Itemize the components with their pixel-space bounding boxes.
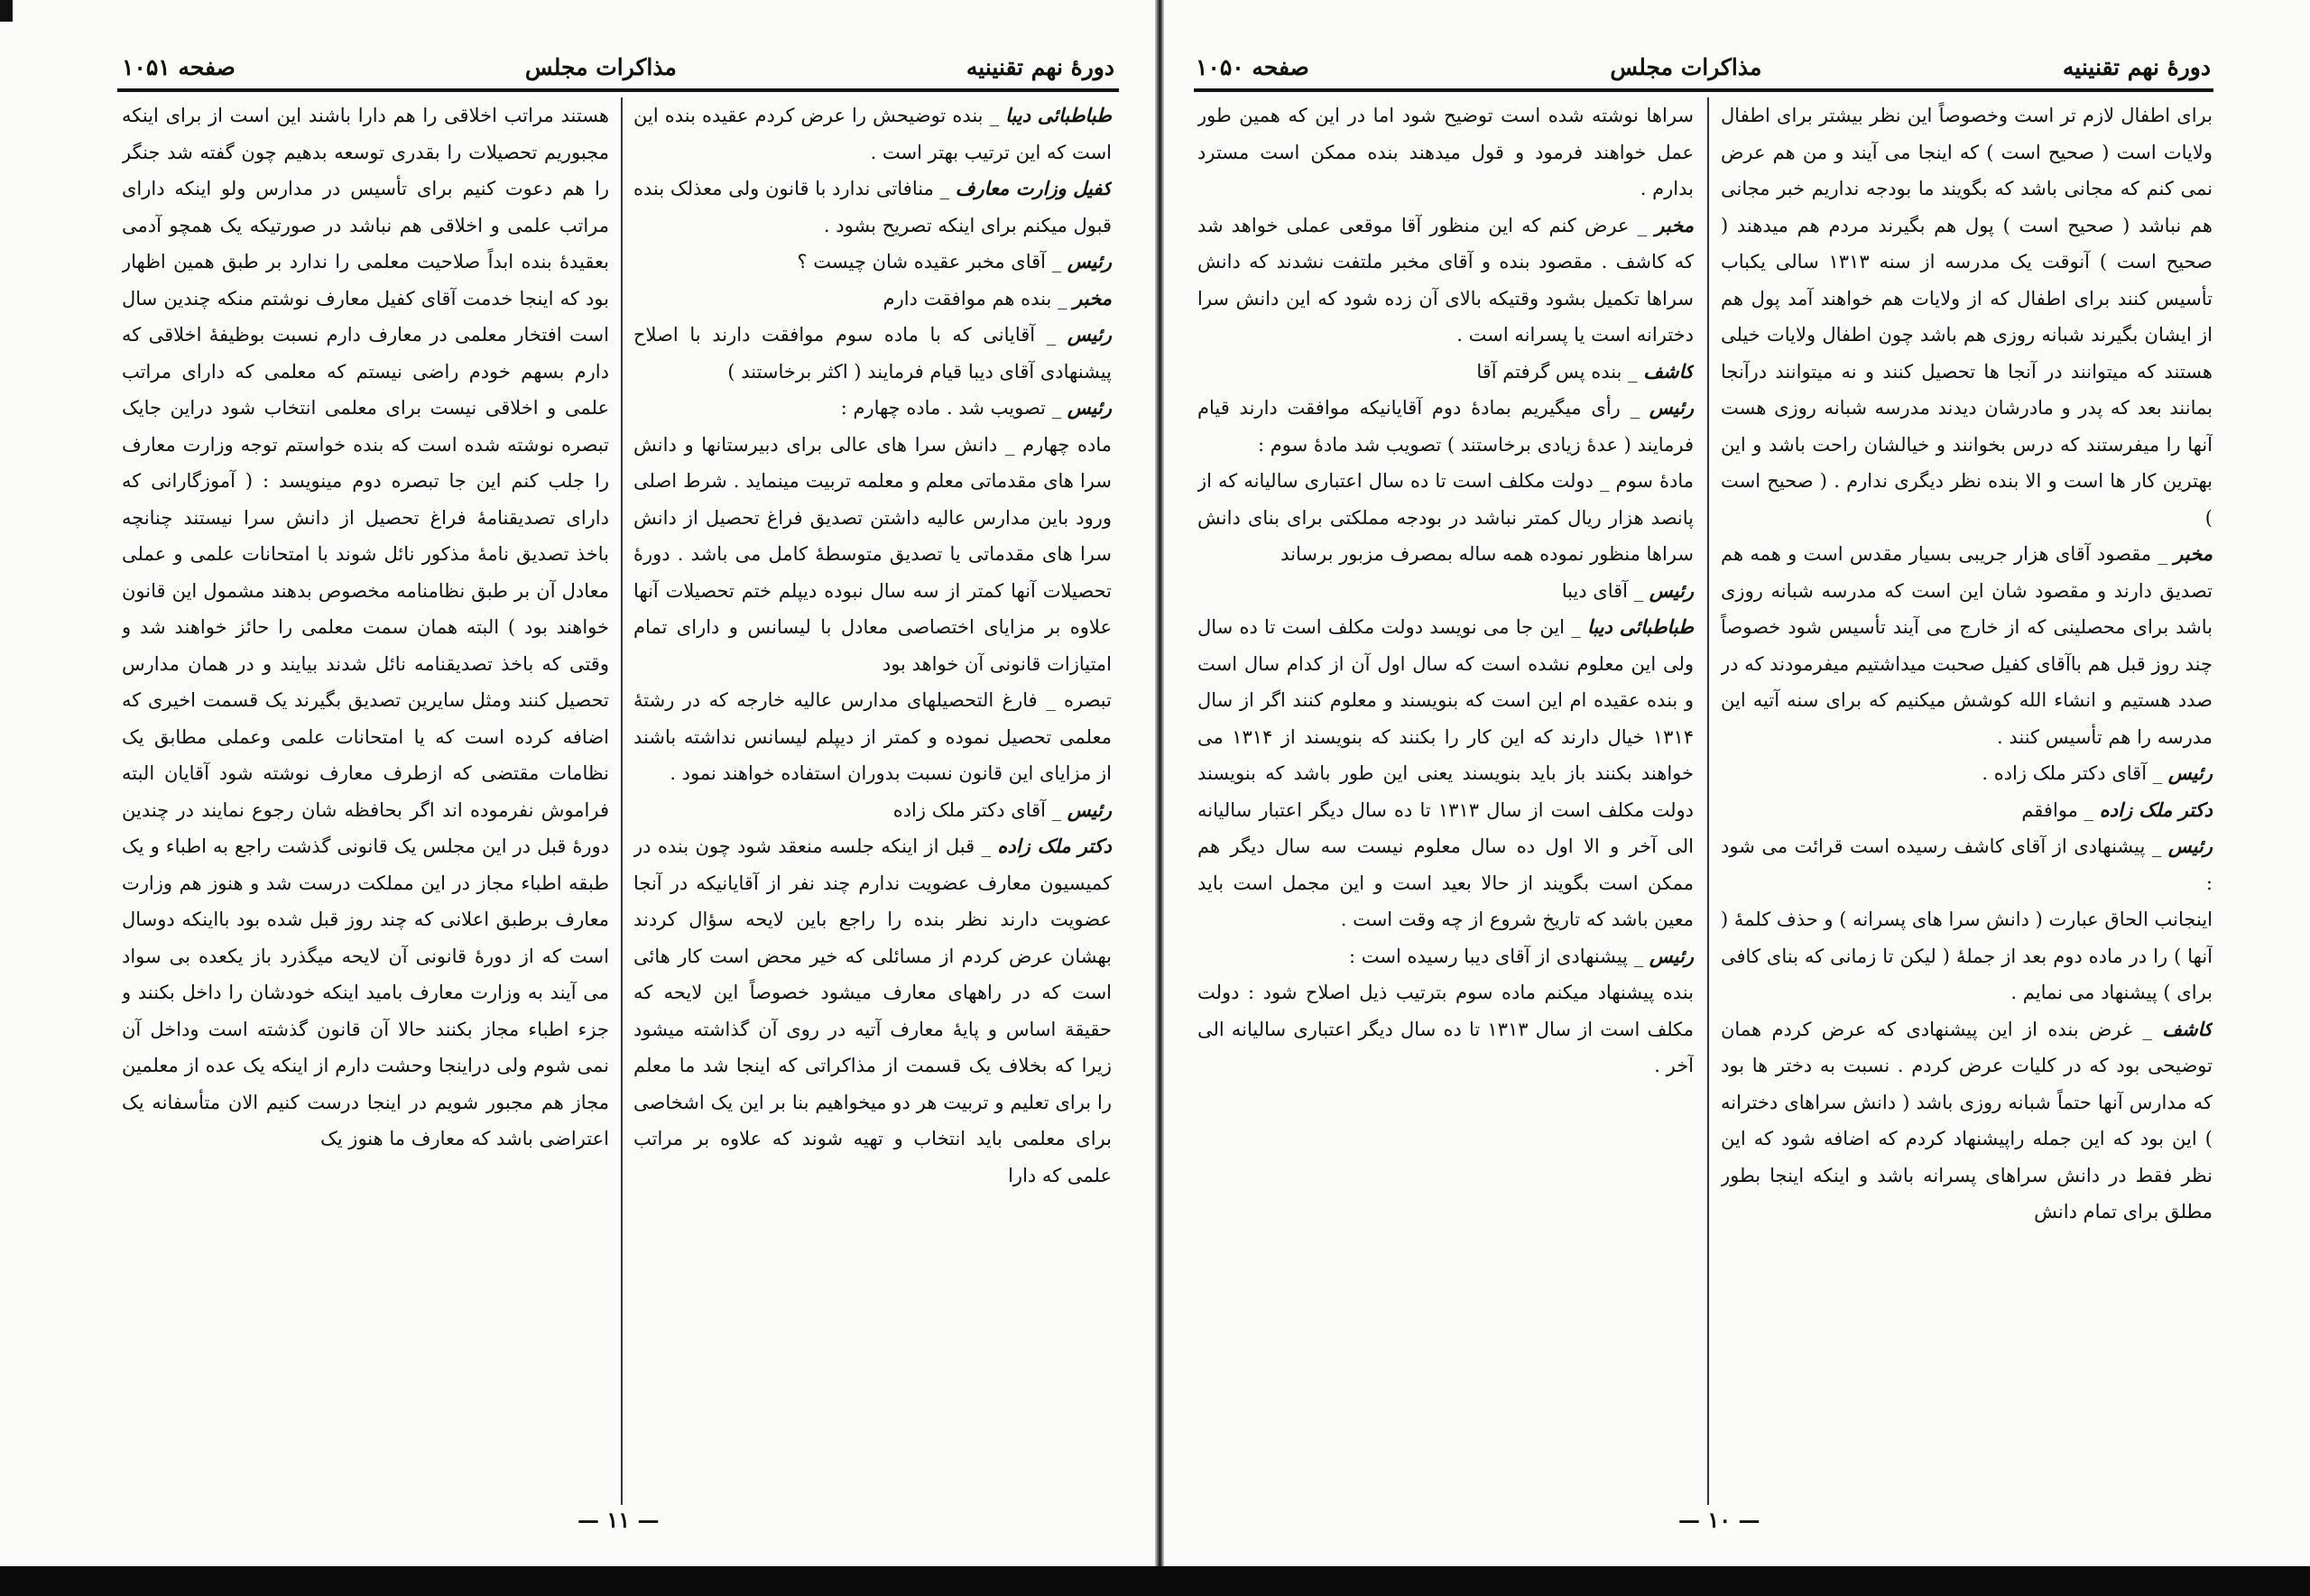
paragraph-text: _ پیشنهادی از آقای کاشف رسیده است قرائت می شود : — [1721, 835, 2213, 894]
speaker-name: کفیل وزارت معارف — [955, 177, 1112, 199]
running-title: مذاکرات مجلس — [524, 53, 677, 80]
paragraph-text: _ تصویب شد . ماده چهارم : — [840, 397, 1062, 419]
paragraph — [1721, 536, 2213, 755]
left-page-header — [122, 47, 1114, 87]
paragraph-text: _ بنده توضیحش را عرض کردم عقیده بنده این است که این ترتیب بهتر است . — [633, 105, 1112, 163]
folio-number: — ۱۰ — — [1678, 1507, 1760, 1533]
paragraph — [633, 97, 1112, 171]
paragraph — [1721, 792, 2213, 829]
right-page-left-column — [1197, 97, 1694, 1509]
header-rule — [1194, 88, 2213, 92]
page-edge-mark — [0, 0, 13, 22]
paragraph-text: _ پیشنهادی از آقای دیبا رسیده است : — [1349, 945, 1644, 967]
paragraph — [633, 171, 1112, 244]
paragraph-text: مادهٔ سوم _ دولت مکلف است تا ده سال اعتباری سالیانه که از پانصد هزار ریال کمتر نباشد در بودجه مملکتی برای بنای دانش سراها منظور نموده همه ساله بمصرف مزبور برساند — [1197, 470, 1694, 565]
running-title: مذاکرات مجلس — [1610, 53, 1762, 80]
paragraph-text: بنده پیشنهاد میکنم ماده سوم بترتیب ذیل اصلاح شود : دولت مکلف است از سال ۱۳۱۳ تا ده سال دیگر اعتباری سالیانه الی آخر . — [1197, 982, 1694, 1076]
paragraph — [122, 97, 609, 1158]
speaker-name: رئیس — [1067, 250, 1112, 272]
column-rule — [621, 97, 623, 1505]
speaker-name: کاشف — [1643, 359, 1694, 383]
paragraph — [633, 828, 1112, 1194]
paragraph — [633, 317, 1112, 390]
speaker-name: مخبر — [1073, 286, 1112, 309]
right-page — [1160, 0, 2310, 1596]
paragraph-text: _ منافاتی ندارد با قانون ولی معذلک بنده قبول میکنم برای اینکه تصریح بشود . — [633, 178, 1112, 236]
speaker-name: رئیس — [1649, 396, 1694, 419]
paragraph — [1197, 463, 1694, 573]
speaker-name: دکتر ملک زاده — [2099, 798, 2213, 821]
paragraph — [1721, 1011, 2213, 1231]
paragraph — [1721, 828, 2213, 901]
paragraph-text: _ آقای دکتر ملک زاده . — [1982, 762, 2163, 784]
paragraph-text: هستند مراتب اخلاقی را هم دارا باشند این است از برای اینکه مجبوریم تحصیلات را بقدری توسعه بدهیم چون گفته شد جنگر را هم دعوت کنیم برای تأسیس در مدارس ولو اینکه دارای مراتب علمی و اخلاقی هم نباشد در صورتیکه یک همچو آدمی بعقیدهٔ بنده ابداً صلاحیت معلمی را ندارد بر طبق همین اظهار بود که اینجا خدمت آقای کفیل معارف نوشتم منکه چندین سال است افتخار معلمی در معارف دارم نسبت بوظیفهٔ اخلاقی که دارم بسهم خودم راضی نیستم که معلمی که دارای مراتب علمی و اخلاقی نیست برای معلمی انتخاب شود دراین جایک تبصره نوشته شده است که بنده خواستم توجه وزارت معارف را جلب کنم این جا تبصره دوم مینویسد : ( آموزگارانی که دارای تصدیقنامهٔ فراغ تحصیل از دانش سرا نیستند چنانچه باخذ تصدیق نامهٔ مذکور نائل شوند با امتحانات علمی و عملی معادل آن بر طبق نظامنامه مخصوص بدهند مشمول این قانون خواهند بود ) البته همان سمت معلمی را حائز خواهند شد و وقتی که باخذ تصدیقنامه نائل شدند بیایند و در همان مدارس تحصیل کنند ومثل سایرین تصدیق بگیرند یک قسمت اخیری که اضافه کرده است که یا امتحانات علمی وعملی مطابق یک نظامات مقتضی که ازطرف معارف نوشته شود آقایان البته فراموش نفرموده اند اگر بحافظه شان رجوع نمایند در چندین دورهٔ قبل در این مجلس یک قانونی گذشت راجع به اطباء و یک طبقه اطباء مجاز در این مملکت درست شد و هنوز هم وزارت معارف برطبق اعلانی که چند روز قبل شده بود بااینکه دوسال است که از دورهٔ قانونی آن لایحه میگذرد باز یکعده بی سواد می آیند به وزارت معارف بامید اینکه خودشان را داخل بکنند و جزء اطباء مجاز بکنند حالا آن قانون گذشته است وداخل آن نمی شوم ولی دراینجا وحشت دارم از اینکه یک عده از معلمین مجاز هم مجبور شویم در اینجا درست کنیم الان متأسفانه یک اعتراضی باشد که معارف ما هنوز یک — [122, 105, 609, 1149]
paragraph-text: _ قبل از اینکه جلسه منعقد شود چون بنده در کمیسیون معارف عضویت ندارم چند نفر از آقایانیکه در آنجا عضویت دارند نظر بنده را راجع باین لایحه سؤال کردند بهشان عرض کردم از مسائلی که خیر محض است کار هائی است که در راههای معارف میشود خصوصاً این لایحه که حقیقة اساس و پایهٔ معارف آتیه در روی آن گذاشته میشود زیرا که بخلاف یک قسمت از مذاکراتی که اینجا شد ما معلم را برای تعلیم و تربیت هر دو میخواهیم بنا بر این یک اشخاصی برای معلمی باید انتخاب و تهیه شوند که علاوه بر مراتب علمی که دارا — [633, 835, 1112, 1186]
paragraph-text: _ مقصود آقای هزار جریبی بسیار مقدس است و همه هم تصدیق دارند و مقصود شان این است که مدرسه شبانه روزی باشد برای محصلینی که از خارج می آیند تأسیس شود خصوصاً چند روز قبل هم باآقای کفیل صحبت میداشتیم میفرمودند که در صدد هستیم و انشاء الله کوشش میکنیم که برای سنه آتیه این مدرسه را هم تأسیس کنند . — [1721, 543, 2213, 748]
page-number: صفحه ۱۰۵۰ — [1196, 53, 1309, 80]
header-rule — [117, 88, 1119, 92]
paragraph — [1197, 354, 1694, 391]
scan-shadow — [0, 1566, 2310, 1596]
paragraph-text: _ این جا می نویسد دولت مکلف است تا ده سال ولی این معلوم نشده است که سال اول آن از کدام سال است و بنده عقیده ام این است که بنویسند و معلوم کنند اگر از سال ۱۳۱۴ خیال دارند که این کار را بکنند که بنویسند از ۱۳۱۴ می خواهند بکنند باز باید بنویسند یعنی این طور باشد که بنویسند دولت مکلف است از سال ۱۳۱۳ تا ده سال دیگر اعتبار سالیانه الی آخر و الا اول ده سال معلوم نیست سه سال دیگر هم ممکن است بگویند از حالا بعید است و این مجمل است باید معین باشد که تاریخ شروع از چه وقت است . — [1197, 616, 1694, 930]
speaker-name: کاشف — [2162, 1017, 2213, 1040]
paragraph-text: _ غرض بنده از این پیشنهادی که عرض کردم همان توضیحی بود که در کلیات عرض کردم . نسبت به دختر ها بود که مدارس آنها حتماً شبانه روزی باشد ( دانش سراهای دخترانه ) این بود که این جمله راپیشنهاد کردم که اضافه شود که این نظر فقط در دانش سراهای پسرانه باشد و اینکه اینجا بطور مطلق برای تمام دانش — [1721, 1018, 2213, 1222]
paragraph — [633, 792, 1112, 829]
column-rule — [1707, 97, 1709, 1505]
paragraph — [1197, 390, 1694, 463]
left-page-right-column — [633, 97, 1112, 1509]
paragraph — [1197, 974, 1694, 1084]
speaker-name: دکتر ملک زاده — [997, 835, 1112, 857]
paragraph — [633, 390, 1112, 427]
paragraph — [1197, 208, 1694, 354]
speaker-name: مخبر — [2174, 542, 2213, 565]
paragraph-text: برای اطفال لازم تر است وخصوصاً این نظر بیشتر برای اطفال ولایات است ( صحیح است ) که اینجا می آیند و من هم عرض نمی کنم که مجانی باشد که بگویند ما بودجه نداریم خبر مجانی هم نباشد ( صحیح است ) پول هم بگیرند مردم هم میدهند ( صحیح است ) آنوقت یک مدرسه از سنه ۱۳۱۳ سالی یکباب تأسیس کنند برای اطفال که از ولایات هم خواهند آمد پول هم از ایشان بگیرند شبانه روزی هم باشد چون اطفال ولایات خیلی هستند که میتوانند در آنجا ها تحصیل کنند و نه میتوانند درآنجا بمانند بعد که پدر و مادرشان دیدند مدرسه شبانه روزی هست آنها را میفرستند که درس بخوانند و خیالشان راحت باشد و این بهترین کار ها است و الا بنده نظر دیگری ندارم . ( صحیح است ) — [1721, 105, 2213, 529]
speaker-name: طباطبائی دیبا — [1586, 615, 1694, 638]
folio-number: — ۱۱ — — [578, 1507, 660, 1533]
paragraph-text: _ عرض کنم که این منظور آقا موقعی عملی خواهد شد که کاشف . مقصود بنده و آقای مخبر ملتفت نشدند که دانش سراها تکمیل بشود وقتیکه بالای آن زده شود که این دانش سرا دخترانه است یا پسرانه است . — [1197, 214, 1694, 346]
speaker-name: رئیس — [1067, 798, 1112, 821]
paragraph — [1197, 97, 1694, 208]
left-page-left-column — [122, 97, 609, 1509]
paragraph — [633, 281, 1112, 318]
paragraph-text: سراها نوشته شده است توضیح شود اما در این که همین طور عمل خواهند فرمود و قول میدهند بنده ممکن است مسترد بدارم . — [1197, 105, 1694, 199]
paragraph-text: ماده چهارم _ دانش سرا های عالی برای دبیرستانها و دانش سرا های مقدماتی معلم و معلمه تربیت مینماید . شرط اصلی ورود باین مدارس عالیه داشتن تصدیق فراغ تحصیل از دانش سرا های مقدماتی یا تصدیق متوسطهٔ کامل می باشد . دورهٔ تحصیلات آنها کمتر از سه سال نبوده دیپلم ختم تحصیلات آنها علاوه بر مزایای اختصاصی معادل با لیسانس و دارای تمام امتیازات قانونی آن خواهد بود — [633, 433, 1112, 675]
speaker-name: رئیس — [1649, 578, 1694, 602]
paragraph-text: _ بنده هم موافقت دارم — [882, 287, 1067, 309]
paragraph — [1197, 938, 1694, 975]
speaker-name: رئیس — [1067, 323, 1112, 346]
speaker-name: رئیس — [2167, 761, 2213, 784]
paragraph — [633, 682, 1112, 792]
speaker-name: رئیس — [1067, 396, 1112, 419]
paragraph-text: _ بنده پس گرفتم آقا — [1476, 360, 1638, 383]
speaker-name: رئیس — [1649, 944, 1694, 967]
session-label: دورهٔ نهم تقنینیه — [2062, 53, 2211, 80]
speaker-name: رئیس — [2167, 835, 2213, 857]
paragraph-text: _ آقایانی که با ماده سوم موافقت دارند با اصلاح پیشنهادی آقای دیبا قیام فرمایند ( اکثر برخاستند ) — [633, 324, 1112, 383]
paragraph-text: _ موافقم — [2021, 798, 2094, 821]
speaker-name: طباطبائی دیبا — [1005, 104, 1112, 126]
paragraph — [633, 244, 1112, 281]
paragraph-text: اینجانب الحاق عبارت ( دانش سرا های پسرانه ) و حذف کلمهٔ ( آنها ) را در ماده دوم بعد از جملهٔ ( لیکن تا زمانی که بنای کافی برای ) پیشنهاد می نمایم . — [1721, 909, 2213, 1003]
paragraph-text: تبصره _ فارغ التحصیلهای مدارس عالیه خارجه که در رشتهٔ معلمی تحصیل نموده و کمتر از دیپلم لیسانس نداشته باشند از مزایای این قانون نسبت بدوران استفاده خواهند نمود . — [633, 689, 1112, 784]
book-spine — [1155, 0, 1164, 1596]
paragraph — [1721, 755, 2213, 792]
paragraph-text: _ آقای دیبا — [1561, 579, 1644, 602]
paragraph — [1721, 901, 2213, 1011]
paragraph — [1721, 97, 2213, 536]
right-page-header — [1196, 47, 2211, 87]
page-number: صفحه ۱۰۵۱ — [122, 53, 236, 80]
paragraph — [633, 427, 1112, 683]
speaker-name: مخبر — [1655, 213, 1694, 236]
paragraph — [1197, 609, 1694, 938]
session-label: دورهٔ نهم تقنینیه — [966, 53, 1114, 80]
right-page-right-column — [1721, 97, 2213, 1509]
paragraph-text: _ آقای دکتر ملک زاده — [892, 798, 1062, 821]
paragraph-text: _ آقای مخبر عقیده شان چیست ؟ — [797, 251, 1062, 272]
paragraph — [1197, 573, 1694, 610]
paragraph-text: _ رأی میگیریم بمادهٔ دوم آقایانیکه موافقت دارند قیام فرمایند ( عدهٔ زیادی برخاستند ) تصویب شد مادهٔ سوم : — [1197, 397, 1694, 456]
